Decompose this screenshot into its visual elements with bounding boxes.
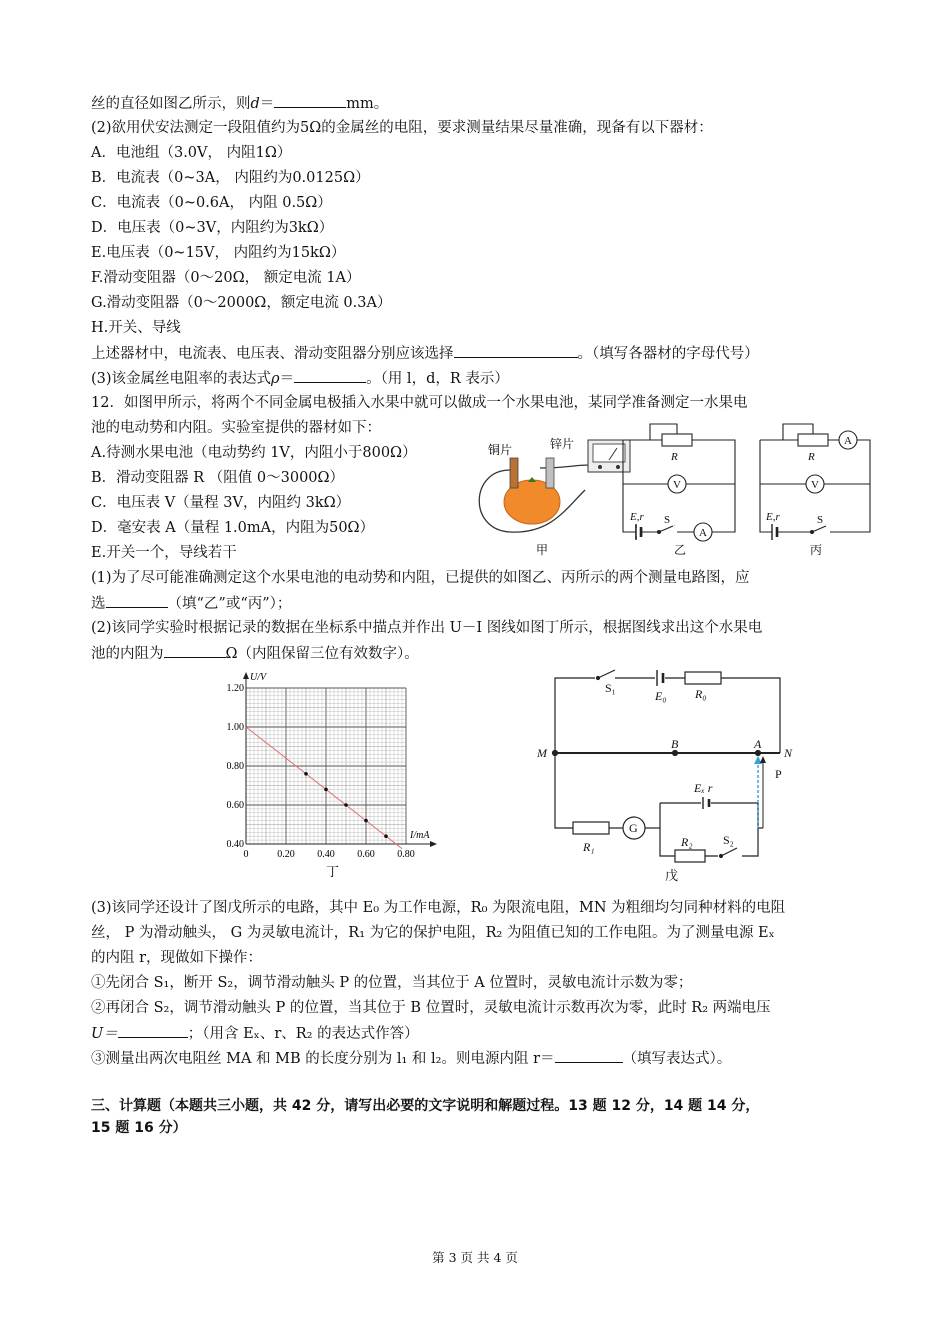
wu-R0 [685, 672, 721, 684]
wu-R1 [573, 822, 609, 834]
answer-blank-circuit[interactable] [106, 593, 168, 608]
yi-label-Er: E,r [630, 511, 644, 523]
bing-label-V: V [811, 479, 819, 491]
wu-label-A: A [754, 737, 762, 751]
wu-label-N: N [784, 746, 793, 760]
q12-step3-post: （填写表达式）。 [622, 1051, 732, 1067]
wu-label-S2: S₂ [723, 833, 734, 847]
wu-label-P: P [775, 767, 782, 781]
chart-grid [246, 688, 406, 844]
q12-option-a: A.待测水果电池（电动势约 1V，内阻小于800Ω） [91, 445, 417, 461]
q12-option-d: D．毫安表 A（量程 1.0mA，内阻为50Ω） [91, 520, 375, 536]
q11-part3-post: 。（用 l，d，R 表示） [366, 371, 509, 387]
yi-label-S: S [664, 514, 671, 526]
q12-intro-2: 池的电动势和内阻。实验室提供的器材如下： [91, 420, 381, 436]
data-point [344, 803, 348, 807]
q12-step-3 [91, 1048, 731, 1069]
data-point [304, 772, 308, 776]
y-tick-label: 1.20 [226, 683, 244, 694]
yi-label-R: R [671, 451, 678, 463]
bing-label-Er: E,r [766, 511, 780, 523]
figure-wu [535, 668, 805, 883]
figure-jia [479, 436, 630, 557]
q11-option-a: A．电池组（3.0V， 内阻1Ω） [91, 145, 292, 161]
label-zinc: 锌片 [550, 437, 575, 451]
data-point [324, 788, 328, 792]
page-footer: 第 3 页 共 4 页 [432, 1250, 518, 1265]
bing-label-A: A [844, 435, 852, 447]
q12-step-2b [91, 1023, 419, 1044]
q12-part1-b [91, 593, 291, 614]
q12-intro-1: 12．如图甲所示，将两个不同金属电极插入水果中就可以做成一个水果电池，某同学准备测定一水果电 [91, 395, 748, 411]
fit-line [246, 727, 402, 849]
q12-step2-pre: U＝ [91, 1026, 118, 1042]
q11-option-b: B．电流表（0~3A， 内阻约为0.0125Ω） [91, 170, 370, 186]
x-tick-labels [244, 849, 415, 860]
x-tick-label: 0.20 [277, 849, 295, 860]
answer-blank-d[interactable] [274, 93, 346, 108]
q11-option-d: D．电压表（0~3V，内阻约为3kΩ） [91, 220, 334, 236]
q12-part1-post: （填“乙”或“丙”）； [167, 596, 292, 612]
yi-label-V: V [673, 479, 681, 491]
wu-label-S1: S₁ [605, 681, 616, 695]
y-tick-labels [227, 683, 245, 850]
answer-blank-U[interactable] [118, 1023, 188, 1038]
zinc-electrode [546, 458, 554, 488]
answer-blank-equipment[interactable] [454, 343, 578, 358]
data-point [364, 819, 368, 823]
q12-part2-a: (2)该同学实验时根据记录的数据在坐标系中描点并作出 U－I 图线如图丁所示，根据图线求出这个水果电 [91, 620, 763, 636]
q12-part2-b [91, 643, 419, 664]
caption-ding: 丁 [326, 864, 340, 879]
x-tick-label: 0.60 [357, 849, 375, 860]
y-tick-label: 0.40 [226, 839, 244, 850]
y-tick-label: 1.00 [226, 722, 244, 733]
q12-part3-c: 的内阻 r，现做如下操作： [91, 950, 263, 966]
q11-diameter-line: 丝的直径如图乙所示，则d＝ mm。 [91, 93, 388, 114]
answer-blank-internal-resistance[interactable] [164, 643, 226, 658]
section3-heading-1: 三、计算题（本题共三小题，共 42 分，请写出必要的文字说明和解题过程。13 题 12 分，14 题 14 分， [91, 1098, 760, 1114]
q12-part2-post: Ω（内阻保留三位有效数字）。 [225, 646, 419, 662]
wu-label-E0: E₀ [655, 689, 667, 703]
caption-jia: 甲 [536, 543, 549, 557]
q12-step2-post: ；（用含 Eₓ、r、R₂ 的表达式作答） [187, 1026, 419, 1042]
q11-option-e: E.电压表（0~15V， 内阻约为15kΩ） [91, 245, 346, 261]
q11-diameter-pre: 丝的直径如图乙所示，则 [91, 96, 251, 112]
caption-yi: 乙 [674, 543, 687, 557]
x-tick-label: 0.40 [317, 849, 335, 860]
answer-blank-r[interactable] [555, 1048, 623, 1063]
wu-label-G: G [629, 821, 638, 835]
bing-label-R: R [808, 451, 815, 463]
q11-option-f: F.滑动变阻器（0～20Ω， 额定电流 1A） [91, 270, 361, 286]
q11-choose-pre: 上述器材中，电流表、电压表、滑动变阻器分别应该选择 [91, 346, 454, 362]
wu-label-R0: R₀ [695, 687, 707, 701]
wu-label-M: M [537, 746, 547, 760]
q11-choose-post: 。（填写各器材的字母代号） [577, 346, 759, 362]
q12-step3-pre: ③测量出两次电阻丝 MA 和 MB 的长度分别为 l₁ 和 l₂。则电源内阻 r＝ [91, 1051, 555, 1067]
y-axis-arrow-icon [243, 672, 249, 679]
caption-wu: 戊 [665, 868, 679, 883]
x-tick-label: 0.80 [397, 849, 415, 860]
q12-option-c: C．电压表 V（量程 3V，内阻约 3kΩ） [91, 495, 351, 511]
q12-part1-pre: 选 [91, 596, 106, 612]
q12-step-2a: ②再闭合 S₂，调节滑动触头 P 的位置，当其位于 B 位置时，灵敏电流计示数再次为零，此时 R₂ 两端电压 [91, 1000, 771, 1016]
data-point [384, 834, 388, 838]
q12-option-b: B．滑动变阻器 R （阻值 0～3000Ω） [91, 470, 345, 486]
q12-part3-b: 丝， P 为滑动触头， G 为灵敏电流计，R₁ 为它的保护电阻，R₂ 为阻值已知的工作电阻。为了测量电源 Eₓ [91, 925, 775, 941]
wu-label-Exr: Eₓ r [694, 781, 713, 795]
wu-label-R2: R₂ [681, 835, 693, 849]
y-axis-label: U/V [250, 672, 267, 683]
q12-part2-pre: 池的内阻为 [91, 646, 164, 662]
q12-option-e: E.开关一个，导线若干 [91, 545, 237, 561]
q11-option-c: C．电流表（0~0.6A， 内阻 0.5Ω） [91, 195, 332, 211]
q11-var-d: d [250, 96, 260, 112]
section3-heading-2: 15 题 16 分） [91, 1120, 187, 1136]
q12-step-1: ①先闭合 S₁，断开 S₂，调节滑动触头 P 的位置，当其位于 A 位置时，灵敏电流计示数为零； [91, 975, 693, 991]
q11-option-g: G.滑动变阻器（0～2000Ω，额定电流 0.3A） [91, 295, 392, 311]
x-axis-label: I/mA [410, 830, 430, 841]
x-axis-arrow-icon [430, 841, 437, 847]
copper-electrode [510, 458, 518, 488]
q11-option-h: H.开关、导线 [91, 320, 181, 336]
q11-part3: (3)该金属丝电阻率的表达式ρ＝ 。（用 l，d，R 表示） [91, 368, 509, 389]
figures-jia-yi-bing [470, 410, 880, 560]
yi-label-A: A [699, 527, 707, 539]
label-copper: 铜片 [488, 443, 513, 457]
wu-label-R1: R₁ [583, 840, 595, 854]
q11-var-rho: ρ [271, 371, 280, 387]
wu-label-B: B [671, 737, 679, 751]
q12-part3-a: (3)该同学还设计了图戊所示的电路，其中 E₀ 为工作电源，R₀ 为限流电阻，MN 为粗细均匀同种材料的电阻 [91, 900, 786, 916]
q12-part1-a: (1)为了尽可能准确测定这个水果电池的电动势和内阻，已提供的如图乙、丙所示的两个测量电路图，应 [91, 570, 750, 586]
y-tick-label: 0.60 [226, 800, 244, 811]
bing-label-S: S [817, 514, 824, 526]
q11-diameter-unit: mm。 [346, 96, 389, 112]
answer-blank-rho[interactable] [294, 368, 366, 383]
caption-bing: 丙 [810, 543, 823, 557]
chart-ding [220, 668, 450, 880]
q11-part2: (2)欲用伏安法测定一段阻值约为5Ω的金属丝的电阻，要求测量结果尽量准确，现备有以下器材： [91, 120, 713, 136]
wu-R2 [675, 850, 705, 862]
y-tick-label: 0.80 [226, 761, 244, 772]
q11-choose-line [91, 343, 759, 364]
x-tick-label: 0 [243, 849, 249, 860]
q11-part3-pre: (3)该金属丝电阻率的表达式 [91, 371, 272, 387]
